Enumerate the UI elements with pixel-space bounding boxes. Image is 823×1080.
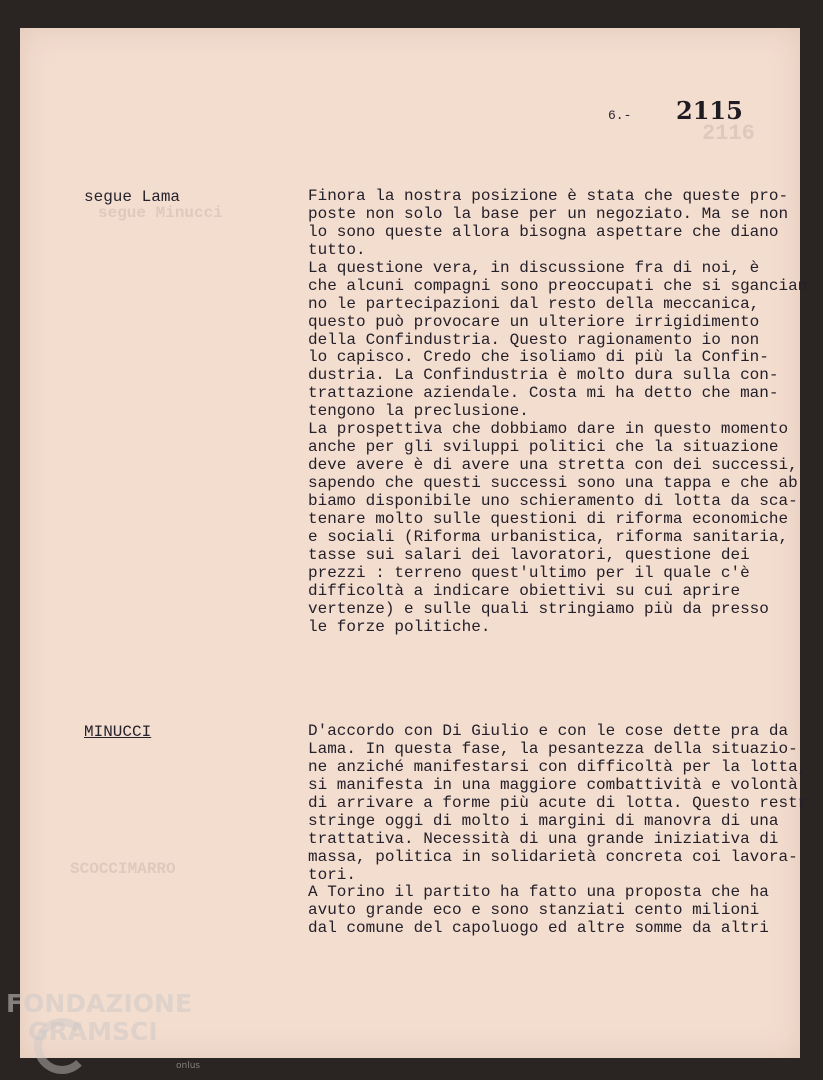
watermark-line-3: onlus — [176, 1061, 201, 1071]
text-line: avuto grande eco e sono stanziati cento milioni — [308, 901, 760, 920]
show-through-speaker-2: SCOCCIMARRO — [70, 860, 176, 878]
text-line: tutto. — [308, 240, 366, 259]
text-line: trattazione aziendale. Costa mi ha detto che man- — [308, 384, 779, 403]
text-line: tasse sui salari dei lavoratori, questione dei — [308, 545, 750, 564]
text-line: trattativa. Necessità di una grande iniziativa di — [308, 829, 779, 848]
speech-lama — [308, 188, 808, 636]
text-line: di arrivare a forme più acute di lotta. Questo restr — [308, 793, 808, 812]
text-line: tengono la preclusione. — [308, 402, 529, 421]
watermark-line-2: GRAMSCI — [28, 1017, 158, 1046]
speaker-label-minucci: MINUCCI — [84, 723, 152, 741]
text-line: lo capisco. Credo che isoliamo di più la Confin- — [308, 348, 769, 367]
text-line: massa, politica in solidarietà concreta coi lavora- — [308, 847, 798, 866]
text-line: Lama. In questa fase, la pesantezza della situazio- — [308, 739, 798, 758]
document-number: 2115 — [676, 96, 743, 125]
text-line: A Torino il partito ha fatto una proposta che ha — [308, 883, 769, 902]
text-line: vertenze) e sulle quali stringiamo più da presso — [308, 599, 769, 618]
page-marker: 6.- — [608, 108, 632, 123]
text-line: della Confindustria. Questo ragionamento io non — [308, 330, 760, 349]
speech-minucci — [308, 723, 808, 938]
show-through-number: 2116 — [702, 121, 755, 146]
text-line: dustria. La Confindustria è molto dura sulla con- — [308, 366, 779, 385]
text-line: che alcuni compagni sono preoccupati che si sgancian — [308, 276, 808, 295]
text-line: deve avere è di avere una stretta con dei successi, — [308, 456, 798, 475]
text-line: e sociali (Riforma urbanistica, riforma sanitaria, — [308, 527, 789, 546]
text-line: D'accordo con Di Giulio e con le cose dette pra da — [308, 722, 789, 740]
show-through-speaker: segue Minucci — [98, 204, 223, 222]
text-line: tenare molto sulle questioni di riforma economiche — [308, 509, 789, 528]
text-line: prezzi : terreno quest'ultimo per il quale c'è — [308, 563, 750, 582]
text-line: si manifesta in una maggiore combattività e volontà — [308, 775, 798, 794]
text-line: sapendo che questi successi sono una tappa e che ab — [308, 474, 798, 492]
watermark-line-1: FONDAZIONE — [6, 989, 193, 1018]
text-line: questo può provocare un ulteriore irrigidimento — [308, 312, 760, 331]
text-line: no le partecipazioni dal resto della meccanica, — [308, 294, 760, 313]
watermark — [6, 989, 201, 1071]
text-line: stringe oggi di molto i margini di manovra di una — [308, 811, 779, 830]
text-line: ne anziché manifestarsi con difficoltà per la lotta, — [308, 757, 808, 776]
speaker-label-lama: segue Lama — [84, 188, 181, 206]
text-line: tori. — [308, 865, 357, 884]
text-line: La prospettiva che dobbiamo dare in questo momento — [308, 420, 789, 439]
text-line: le forze politiche. — [308, 617, 491, 636]
text-line: difficoltà a indicare obiettivi su cui aprire — [308, 581, 741, 600]
text-line: biamo disponibile uno schieramento di lotta da sca- — [308, 491, 798, 510]
text-line: Finora la nostra posizione è stata che queste pro- — [308, 187, 789, 205]
document-page — [20, 28, 808, 1058]
text-line: anche per gli sviluppi politici che la situazione — [308, 438, 779, 457]
text-line: poste non solo la base per un negoziato. Ma se non — [308, 204, 789, 223]
text-line: lo sono queste allora bisogna aspettare che diano — [308, 222, 779, 241]
text-line: dal comune del capoluogo ed altre somme da altri — [308, 919, 769, 938]
text-line: La questione vera, in discussione fra di noi, è — [308, 258, 760, 277]
